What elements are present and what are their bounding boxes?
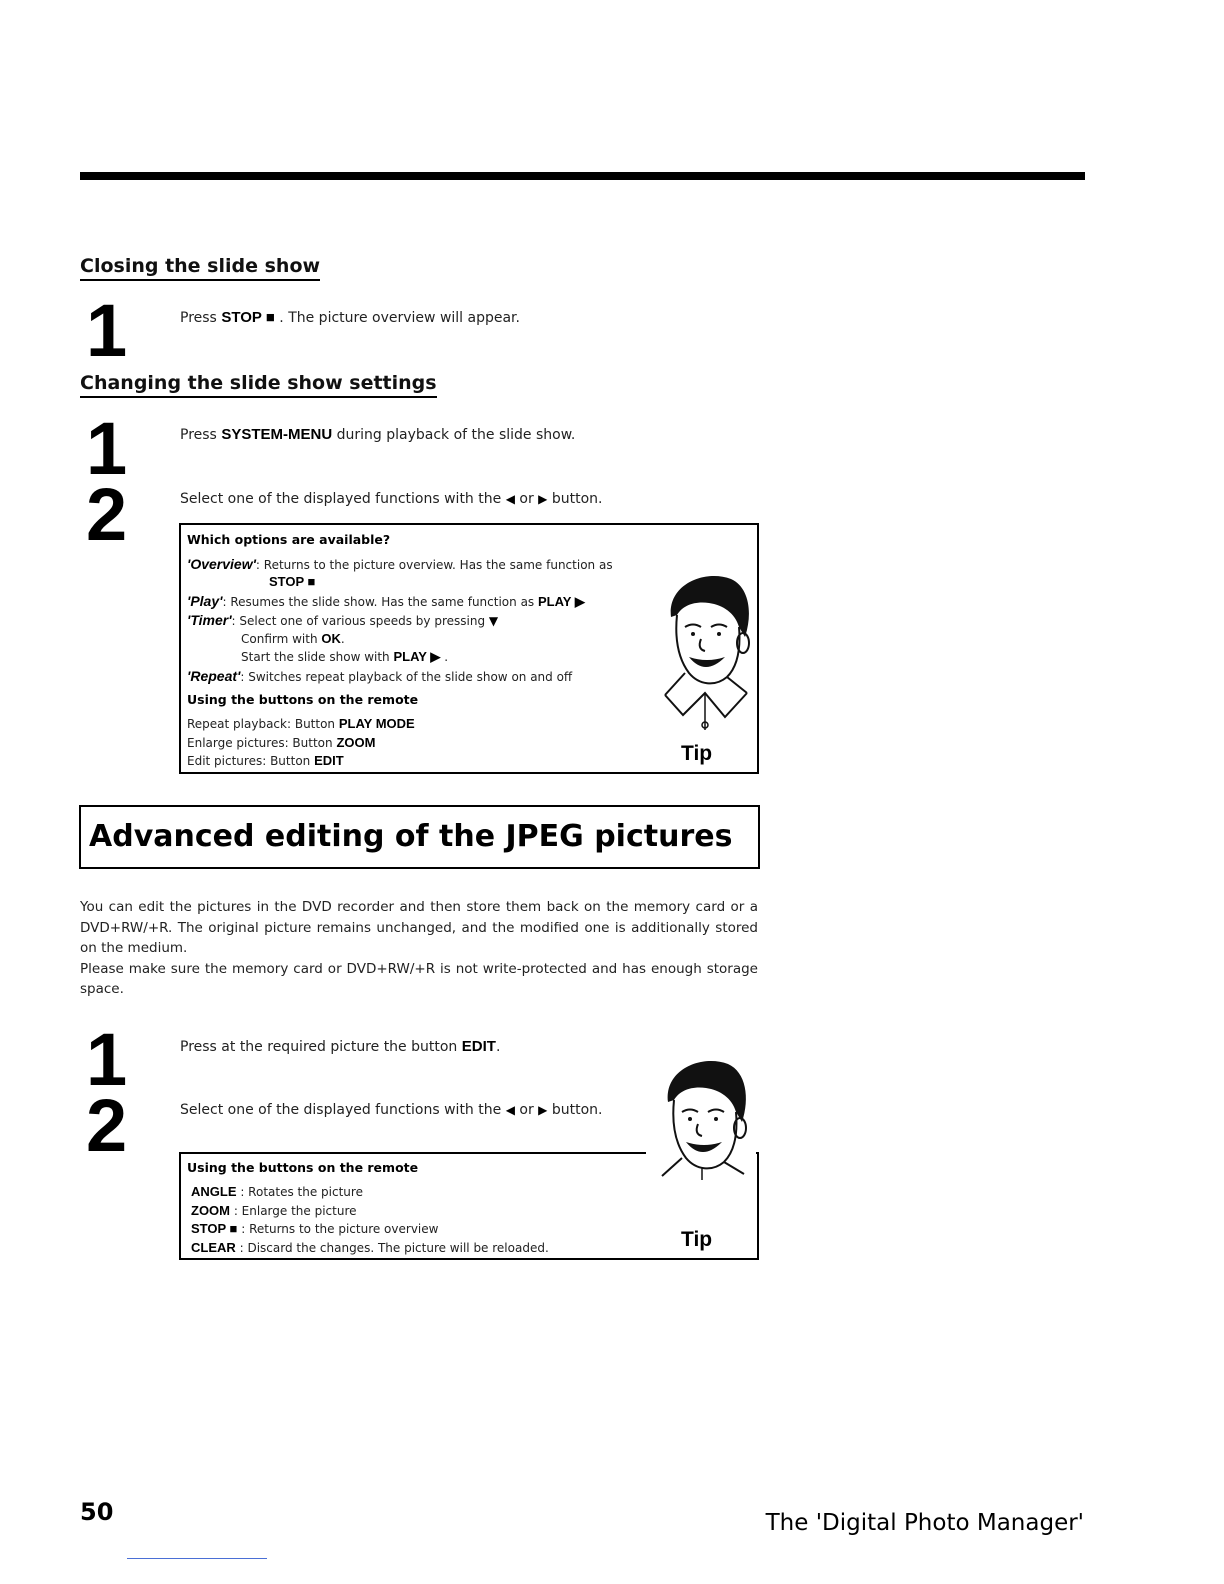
advanced-para-1: You can edit the pictures in the DVD recorder and then store them back on the memory card or a DVD+RW/+R. The original picture remains unchanged, and the modified one is additionally stored on the medium. (80, 899, 758, 956)
closing-step-1-number: 1 (86, 289, 128, 372)
tip-label: Tip (681, 742, 713, 765)
tip-confirm-line (241, 631, 345, 646)
advanced-step-1-text (180, 1038, 500, 1055)
closing-heading: Closing the slide show (80, 255, 320, 281)
step-text: during playback of the slide show. (336, 427, 576, 443)
stop-key: STOP ■ (269, 574, 316, 589)
option-text: : Select one of various speeds by pressing (231, 614, 486, 628)
tip-remote-line-1 (187, 716, 415, 731)
tip-label: Tip (681, 1228, 713, 1251)
tip-repeat-line (187, 668, 572, 684)
play-mode-key: PLAY MODE (338, 716, 415, 731)
advanced-title: Advanced editing of the JPEG pictures (89, 819, 733, 854)
advanced-intro (80, 897, 758, 1000)
step-text: . The picture overview will appear. (279, 310, 520, 326)
tip-heading: Using the buttons on the remote (187, 1160, 419, 1175)
option-text: Enlarge pictures: Button (187, 736, 333, 750)
changing-step-1-text (180, 426, 575, 443)
tip-mascot-icon (649, 565, 759, 745)
stop-key: STOP ■ (221, 309, 275, 326)
closing-step-1-text (180, 309, 520, 326)
tip-timer-line (187, 612, 498, 628)
left-arrow-icon: ◀ (505, 492, 515, 506)
advanced-step-2-text (180, 1102, 602, 1118)
clear-key: CLEAR (191, 1240, 236, 1255)
tip-overview-key-line (269, 574, 315, 589)
step-text: button. (551, 491, 603, 507)
play-key: PLAY ▶ (538, 594, 585, 609)
system-menu-key: SYSTEM-MENU (221, 426, 333, 443)
step-text: . (495, 1039, 501, 1055)
right-arrow-icon: ▶ (538, 492, 548, 506)
left-arrow-icon: ◀ (505, 1103, 515, 1117)
option-name: 'Play' (187, 593, 223, 609)
play-key: PLAY ▶ (393, 649, 441, 664)
option-text: : Rotates the picture (240, 1185, 363, 1199)
tip-play-line (187, 593, 585, 610)
right-arrow-icon: ▶ (538, 1103, 548, 1117)
option-text: Confirm with (241, 632, 318, 646)
option-text: Start the slide show with (241, 650, 390, 664)
tip-heading: Which options are available? (187, 532, 391, 547)
advanced-step-2-number: 2 (86, 1084, 128, 1167)
advanced-step-1-number: 1 (86, 1018, 128, 1101)
zoom-key: ZOOM (336, 735, 376, 750)
edit-key: EDIT (314, 753, 344, 768)
tip-start-line (241, 649, 448, 665)
option-text: Repeat playback: Button (187, 717, 336, 731)
step-text: Press (180, 310, 217, 326)
option-text: . (340, 632, 345, 646)
chapter-title: The 'Digital Photo Manager' (765, 1510, 1084, 1536)
option-text: : Switches repeat playback of the slide show on and off (240, 670, 573, 684)
tip-angle-line (191, 1184, 363, 1199)
tip-remote-line-2 (187, 735, 375, 750)
tip-mascot-icon (646, 1050, 756, 1180)
advanced-para-2: Please make sure the memory card or DVD+RW/+R is not write-protected and has enough storage space. (80, 960, 758, 997)
footer-link-line (127, 1558, 267, 1559)
step-text: button. (551, 1102, 603, 1118)
option-text: . (444, 650, 449, 664)
angle-key: ANGLE (191, 1184, 237, 1199)
step-text: Press at the required picture the button (180, 1039, 458, 1055)
option-name: 'Repeat' (187, 668, 241, 684)
option-name: 'Overview' (187, 556, 256, 572)
option-text: : Discard the changes. The picture will be reloaded. (239, 1241, 549, 1255)
option-text: : Resumes the slide show. Has the same function as (222, 595, 535, 609)
tip-stop-line (191, 1221, 438, 1236)
changing-step-2-number: 2 (86, 473, 128, 556)
advanced-title-box (79, 805, 760, 869)
tip-remote-line-3 (187, 753, 344, 768)
down-arrow-icon: ▼ (488, 614, 499, 628)
tip-box-slide-options (179, 523, 759, 774)
option-name: 'Timer' (187, 612, 232, 628)
page-number: 50 (80, 1498, 114, 1526)
step-text: Press (180, 427, 217, 443)
changing-step-1-number: 1 (86, 407, 128, 490)
edit-key: EDIT (461, 1038, 496, 1055)
option-text: : Returns to the picture overview (241, 1222, 439, 1236)
tip-zoom-line (191, 1203, 357, 1218)
stop-key: STOP ■ (191, 1221, 238, 1236)
zoom-key: ZOOM (191, 1203, 230, 1218)
tip-remote-heading: Using the buttons on the remote (187, 692, 419, 707)
changing-step-2-text (180, 491, 602, 507)
option-text: : Enlarge the picture (233, 1204, 357, 1218)
step-text: or (519, 491, 534, 507)
tip-overview-line (187, 556, 613, 572)
changing-heading: Changing the slide show settings (80, 372, 437, 398)
top-rule (80, 172, 1085, 180)
option-text: Edit pictures: Button (187, 754, 311, 768)
step-text: Select one of the displayed functions with the (180, 1102, 502, 1118)
step-text: Select one of the displayed functions with the (180, 491, 502, 507)
option-text: : Returns to the picture overview. Has the same function as (255, 558, 613, 572)
ok-key: OK (321, 631, 341, 646)
step-text: or (519, 1102, 534, 1118)
tip-clear-line (191, 1240, 549, 1255)
